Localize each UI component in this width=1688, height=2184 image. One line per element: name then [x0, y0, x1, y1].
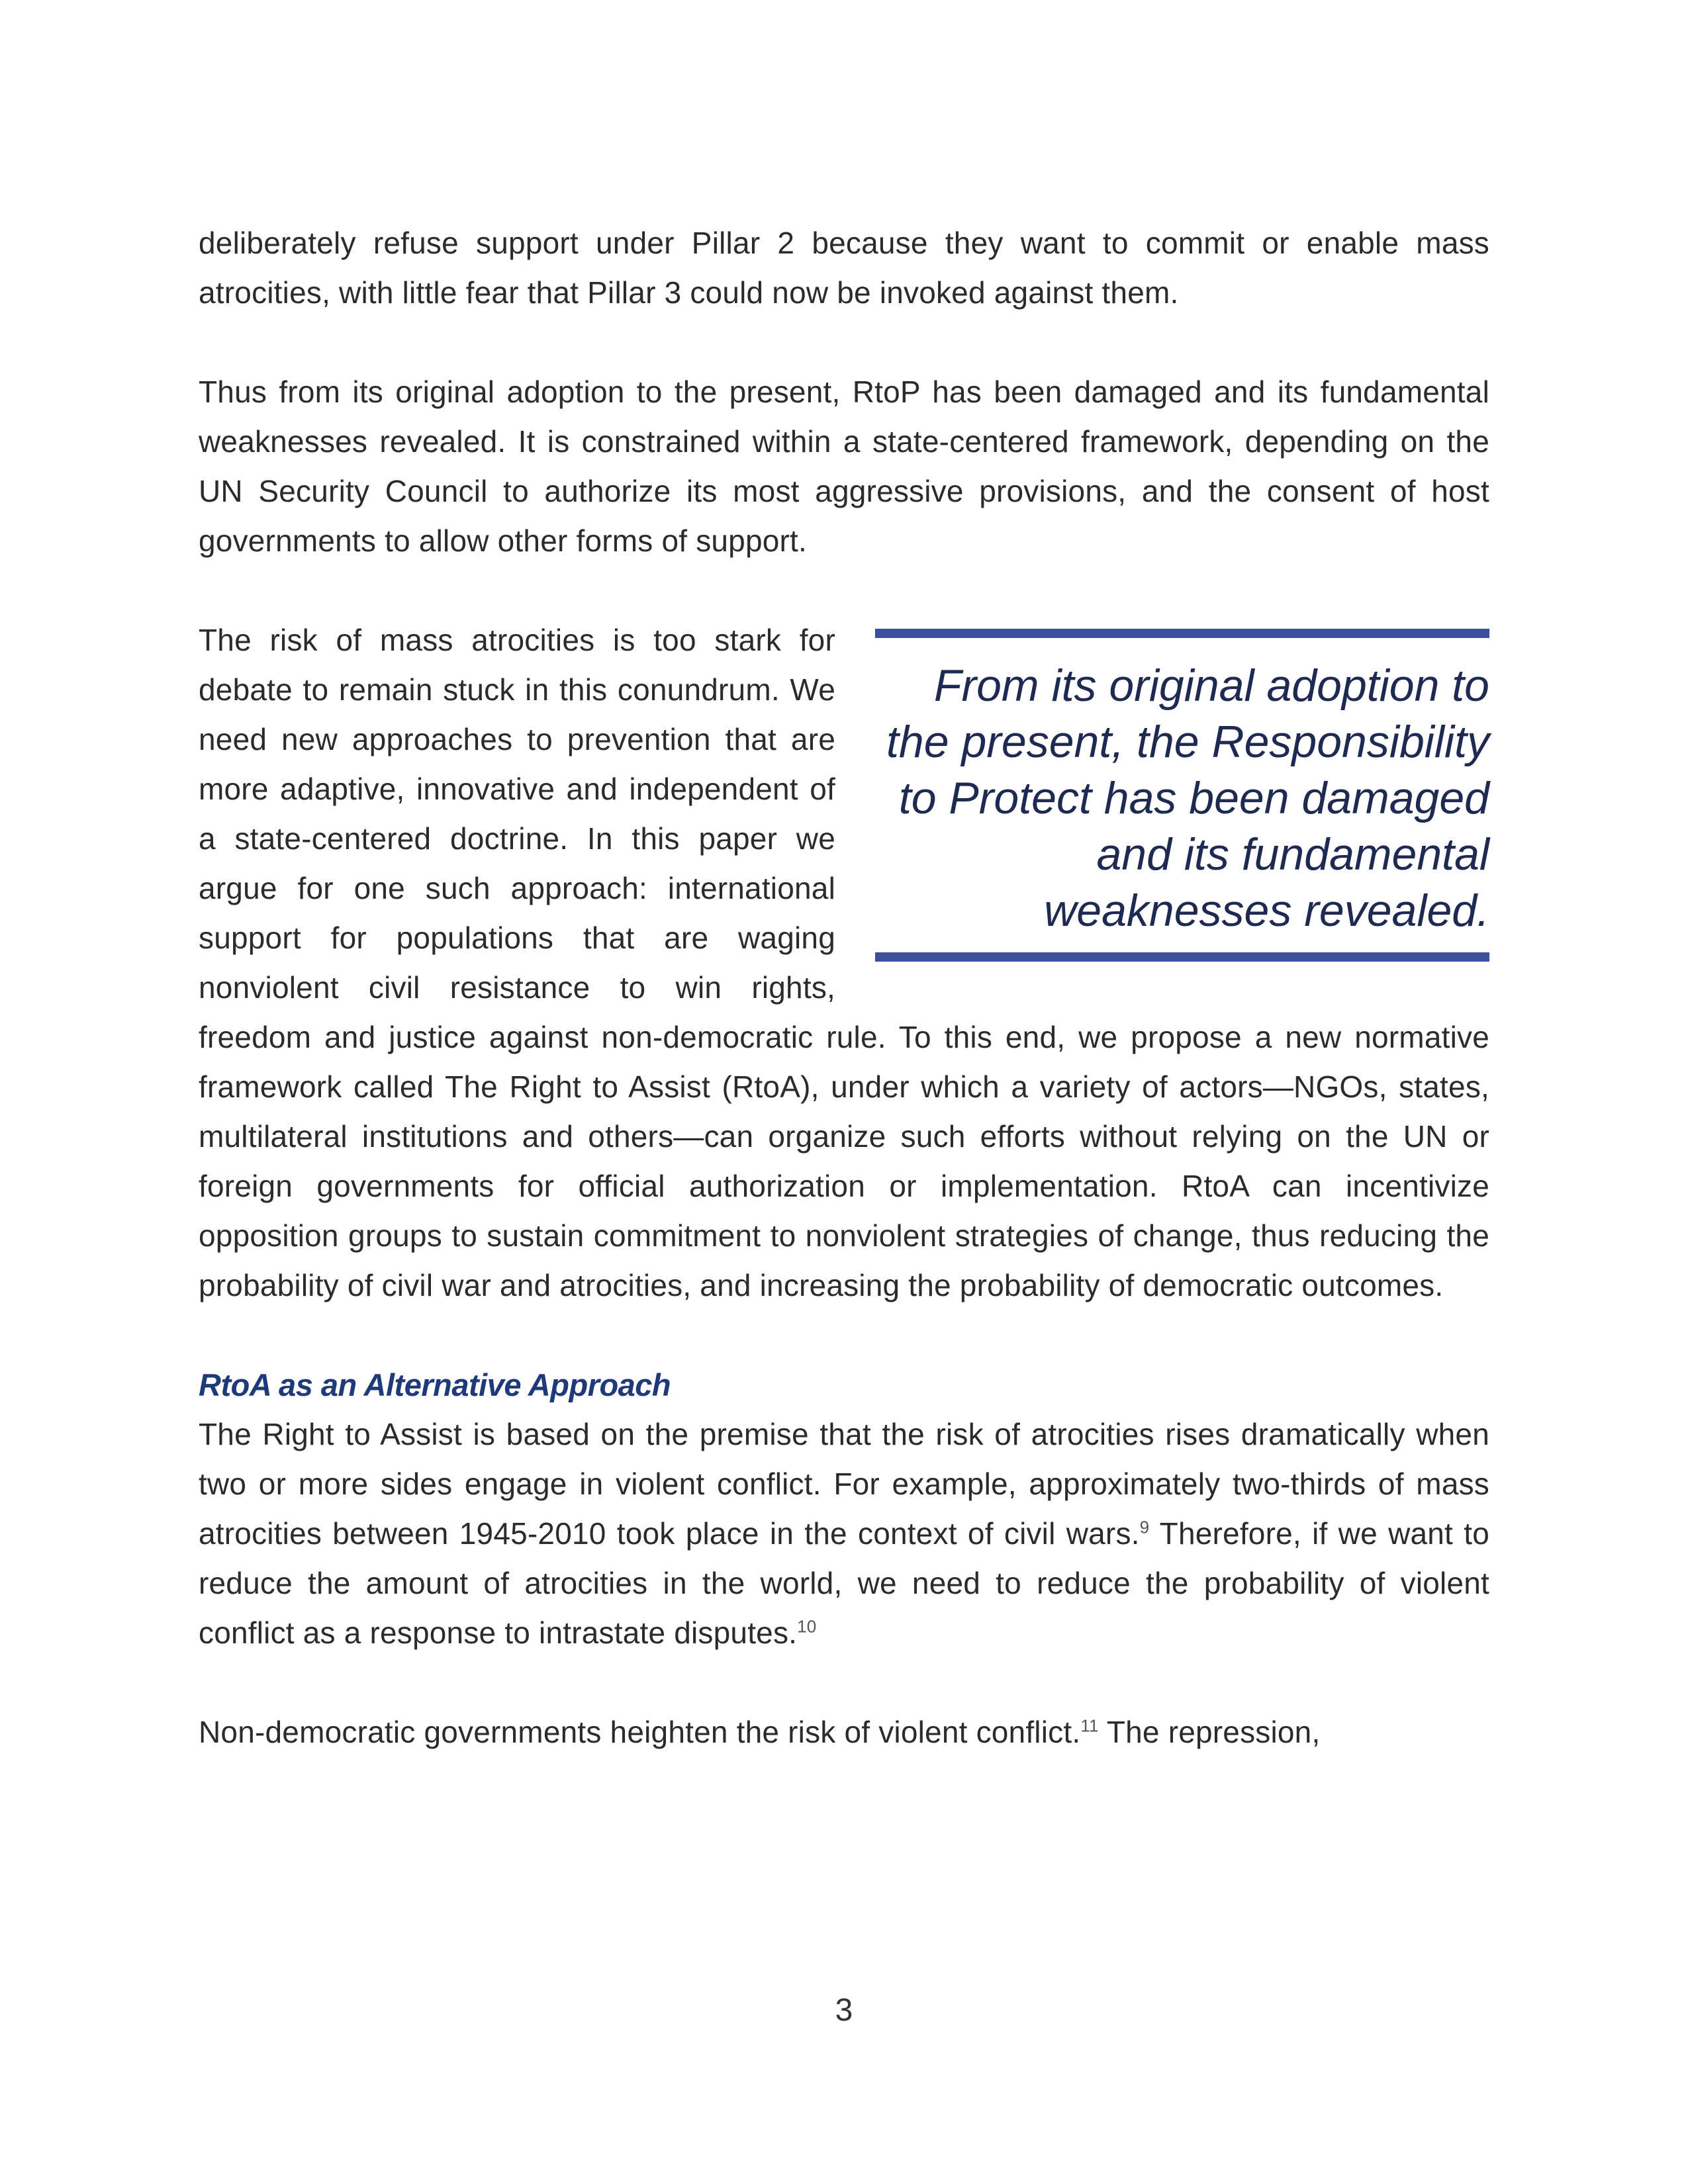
- footnote-ref-9: 9: [1139, 1517, 1150, 1537]
- section-heading: RtoA as an Alternative Approach: [199, 1367, 671, 1402]
- pull-quote: [875, 615, 1489, 962]
- document-page: [199, 218, 1489, 1757]
- pull-quote-bottom-rule: [875, 952, 1489, 962]
- paragraph-4-text-a: The Right to Assist is based on the premise that the risk of atrocities rises dramatically when two or more sides engage in violent conflict. For example, approximately two-thirds of mass atrocities between 1945-2010 took place in the context of civil wars.: [199, 1417, 1489, 1551]
- page-number: 3: [835, 1993, 853, 2028]
- paragraph-1: deliberately refuse support under Pillar 2 because they want to commit or enable mass atrocities, with little fear that Pillar 3 could now be invoked against them.: [199, 226, 1489, 310]
- pull-quote-top-rule: [875, 629, 1489, 638]
- paragraph-3: The risk of mass atrocities is too stark for debate to remain stuck in this conundrum. We need new approaches to prevention that are more adaptive, innovative and independent of a state-centered doctrine. In this paper we argue for one such approach: international support for populations that are waging nonviolent civil resistance to win rights, freedom and justice against non-democratic rule. To this end, we propose a new normative framework called The Right to Assist (RtoA), under which a variety of actors—NGOs, states, multilateral institutions and others—can organize such efforts without relying on the UN or foreign governments for official authorization or implementation. RtoA can incentivize opposition groups to sustain commitment to nonviolent strategies of change, thus reducing the probability of civil war and atrocities, and increasing the probability of democratic outcomes.: [199, 623, 1489, 1302]
- paragraph-5-text-b: The repression,: [1098, 1715, 1321, 1749]
- paragraph-4: [199, 1410, 1489, 1658]
- paragraph-5-text-a: Non-democratic governments heighten the risk of violent conflict.: [199, 1715, 1081, 1749]
- paragraph-4-text-b: Therefore, if we want to reduce the amount of atrocities in the world, we need to reduce the probability of violent conflict as a response to intrastate disputes.: [199, 1516, 1489, 1650]
- paragraph-5: [199, 1707, 1489, 1757]
- footnote-ref-10: 10: [797, 1616, 817, 1637]
- footnote-ref-11: 11: [1080, 1715, 1099, 1736]
- pull-quote-text: From its original adoption to the present, the Responsibility to Protect has been damaged and its fundamental weaknesses revealed.: [886, 660, 1489, 936]
- paragraph-2: Thus from its original adoption to the present, RtoP has been damaged and its fundamental weaknesses revealed. It is constrained within a state-centered framework, depending on the UN Security Council to authorize its most aggressive provisions, and the consent of host governments to allow other forms of support.: [199, 375, 1489, 558]
